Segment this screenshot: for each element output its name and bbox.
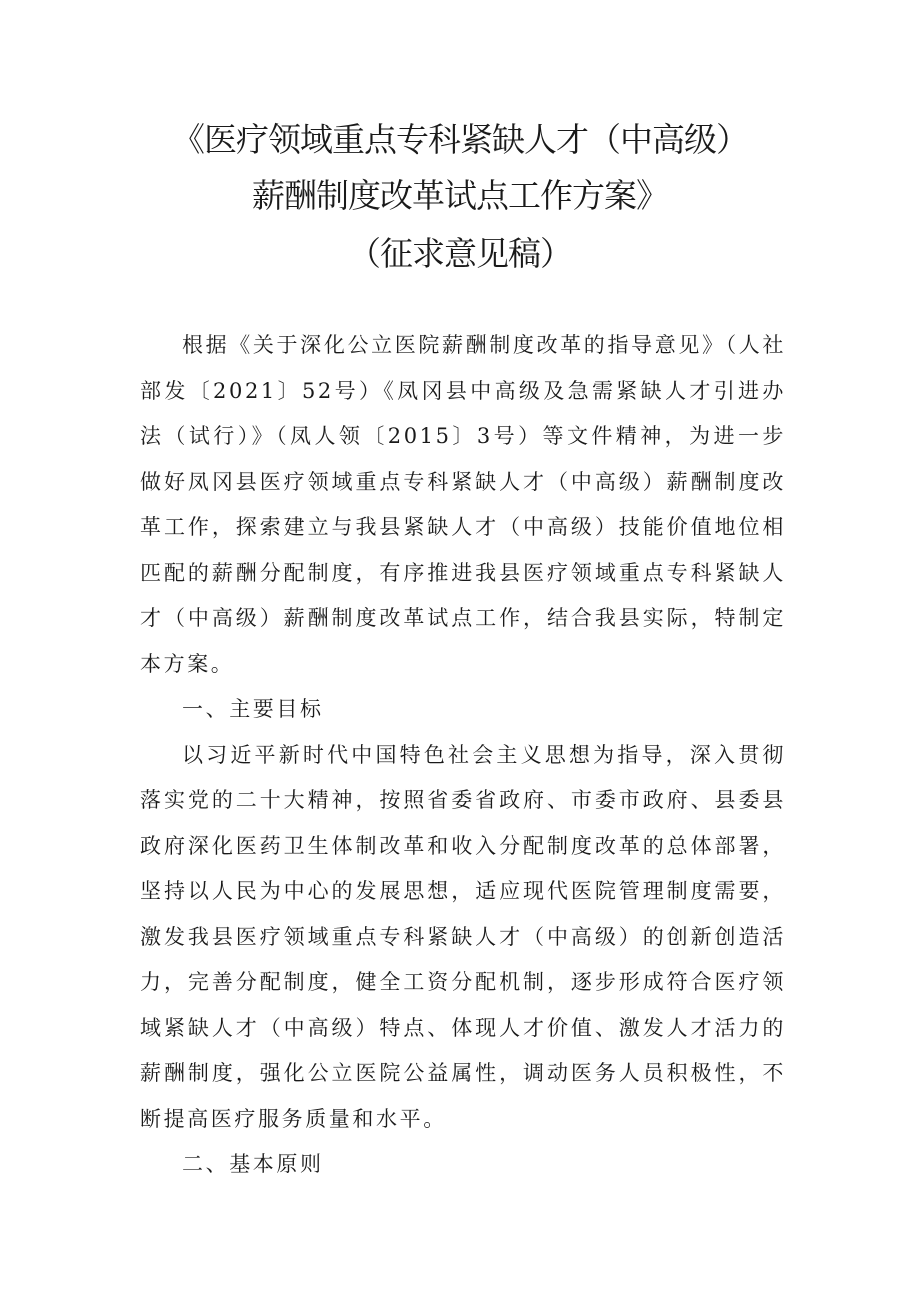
section-1-paragraph: 以习近平新时代中国特色社会主义思想为指导，深入贯彻落实党的二十大精神，按照省委省政府、市委市政府、县委县政府深化医药卫生体制改革和收入分配制度改革的总体部署，坚持以人民为中心的发展思想，适应现代医院管理制度需要，激发我县医疗领域重点专科紧缺人才（中高级）的创新创造活力，完善分配制度，健全工资分配机制，逐步形成符合医疗领域紧缺人才（中高级）特点、体现人才价值、激发人才活力的薪酬制度，强化公立医院公益属性，调动医务人员积极性，不断提高医疗服务质量和水平。 xyxy=(140,742,786,1131)
title-line-1: 《医疗领域重点专科紧缺人才（中高级） xyxy=(172,120,748,159)
title-line-2: 薪酬制度改革试点工作方案》 xyxy=(252,176,668,215)
document-title xyxy=(0,112,920,282)
document-body xyxy=(140,323,786,1188)
section-2-heading: 二、基本原则 xyxy=(182,1152,324,1176)
intro-paragraph: 根据《关于深化公立医院薪酬制度改革的指导意见》（人社部发〔2021〕52号）《凤冈县中高级及急需紧缺人才引进办法（试行）》（凤人领〔2015〕3号）等文件精神，为进一步做好凤冈县医疗领域重点专科紧缺人才（中高级）薪酬制度改革工作，探索建立与我县紧缺人才（中高级）技能价值地位相匹配的薪酬分配制度，有序推进我县医疗领域重点专科紧缺人才（中高级）薪酬制度改革试点工作，结合我县实际，特制定本方案。 xyxy=(140,333,786,676)
title-line-3: （征求意见稿） xyxy=(348,234,572,273)
section-1-heading: 一、主要目标 xyxy=(182,697,324,721)
